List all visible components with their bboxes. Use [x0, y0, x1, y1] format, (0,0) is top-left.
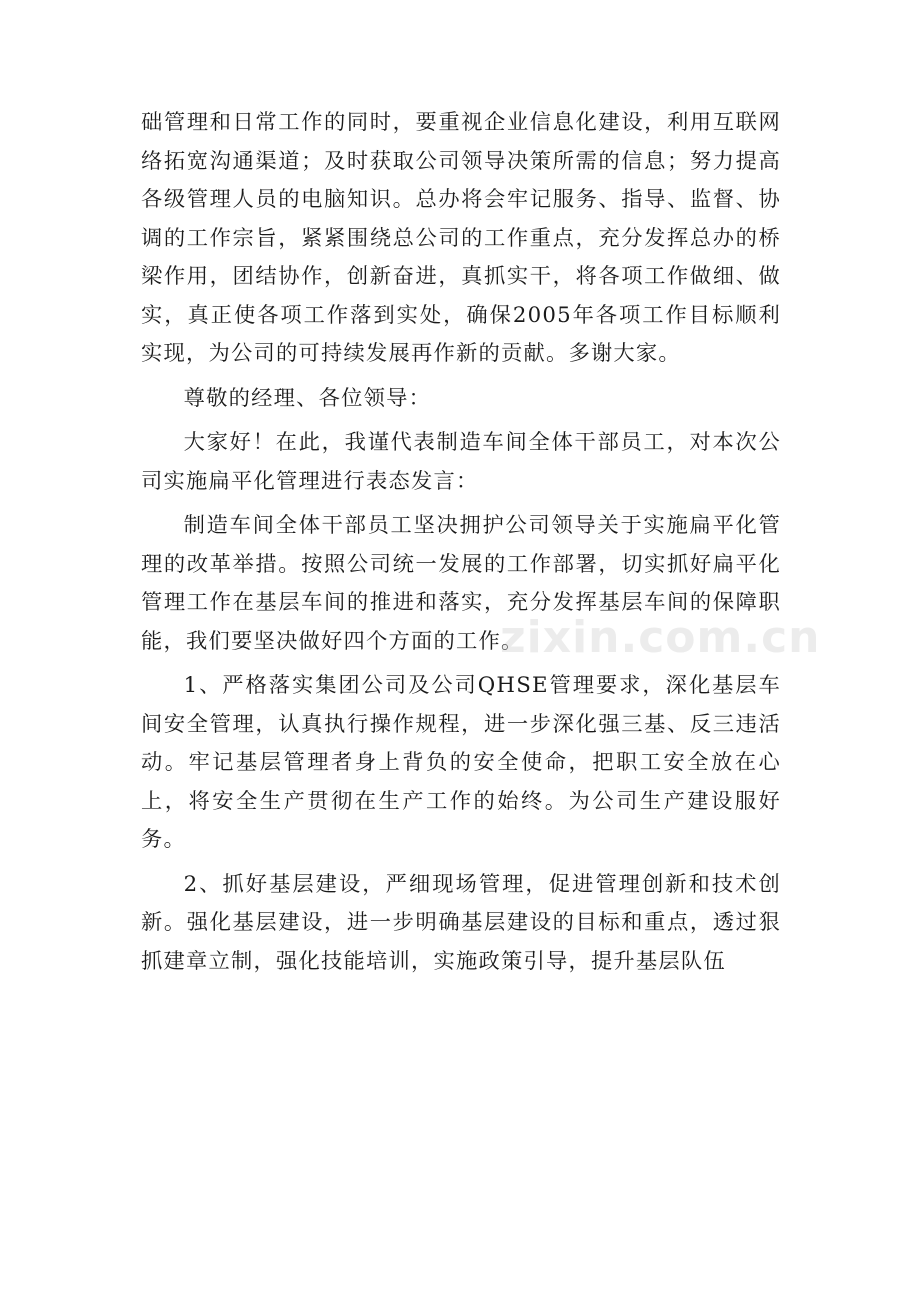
watermark-text: zixin.com.cn [500, 612, 821, 663]
paragraph-greeting: 大家好！在此，我谨代表制造车间全体干部员工，对本次公司实施扁平化管理进行表态发言： [141, 430, 781, 494]
paragraph-continued: 础管理和日常工作的同时，要重视企业信息化建设，利用互联网络拓宽沟通渠道；及时获取公司领导决策所需的信息；努力提高各级管理人员的电脑知识。总办将会牢记服务、指导、监督、协调的工作宗旨，紧紧围绕总公司的工作重点，充分发挥总办的桥梁作用，团结协作，创新奋进，真抓实干，将各项工作做细、做实，真正使各项工作落到实处，确保2005年各项工作目标顺利实现，为公司的可持续发展再作新的贡献。多谢大家。 [141, 110, 781, 366]
paragraph-item-2: 2、抓好基层建设，严细现场管理，促进管理创新和技术创新。强化基层建设，进一步明确基层建设的目标和重点，透过狠抓建章立制，强化技能培训，实施政策引导，提升基层队伍 [141, 871, 781, 974]
paragraph-support: 制造车间全体干部员工坚决拥护公司领导关于实施扁平化管理的改革举措。按照公司统一发展的工作部署，切实抓好扁平化管理工作在基层车间的推进和落实，充分发挥基层车间的保障职能，我们要坚决做好四个方面的工作。 [141, 513, 781, 654]
paragraph-item-1: 1、严格落实集团公司及公司QHSE管理要求，深化基层车间安全管理，认真执行操作规程，进一步深化强三基、反三违活动。牢记基层管理者身上背负的安全使命，把职工安全放在心上，将安全生产贯彻在生产工作的始终。为公司生产建设服好务。 [141, 673, 781, 852]
document-body [141, 104, 781, 987]
paragraph-salutation: 尊敬的经理、各位领导： [183, 385, 432, 411]
